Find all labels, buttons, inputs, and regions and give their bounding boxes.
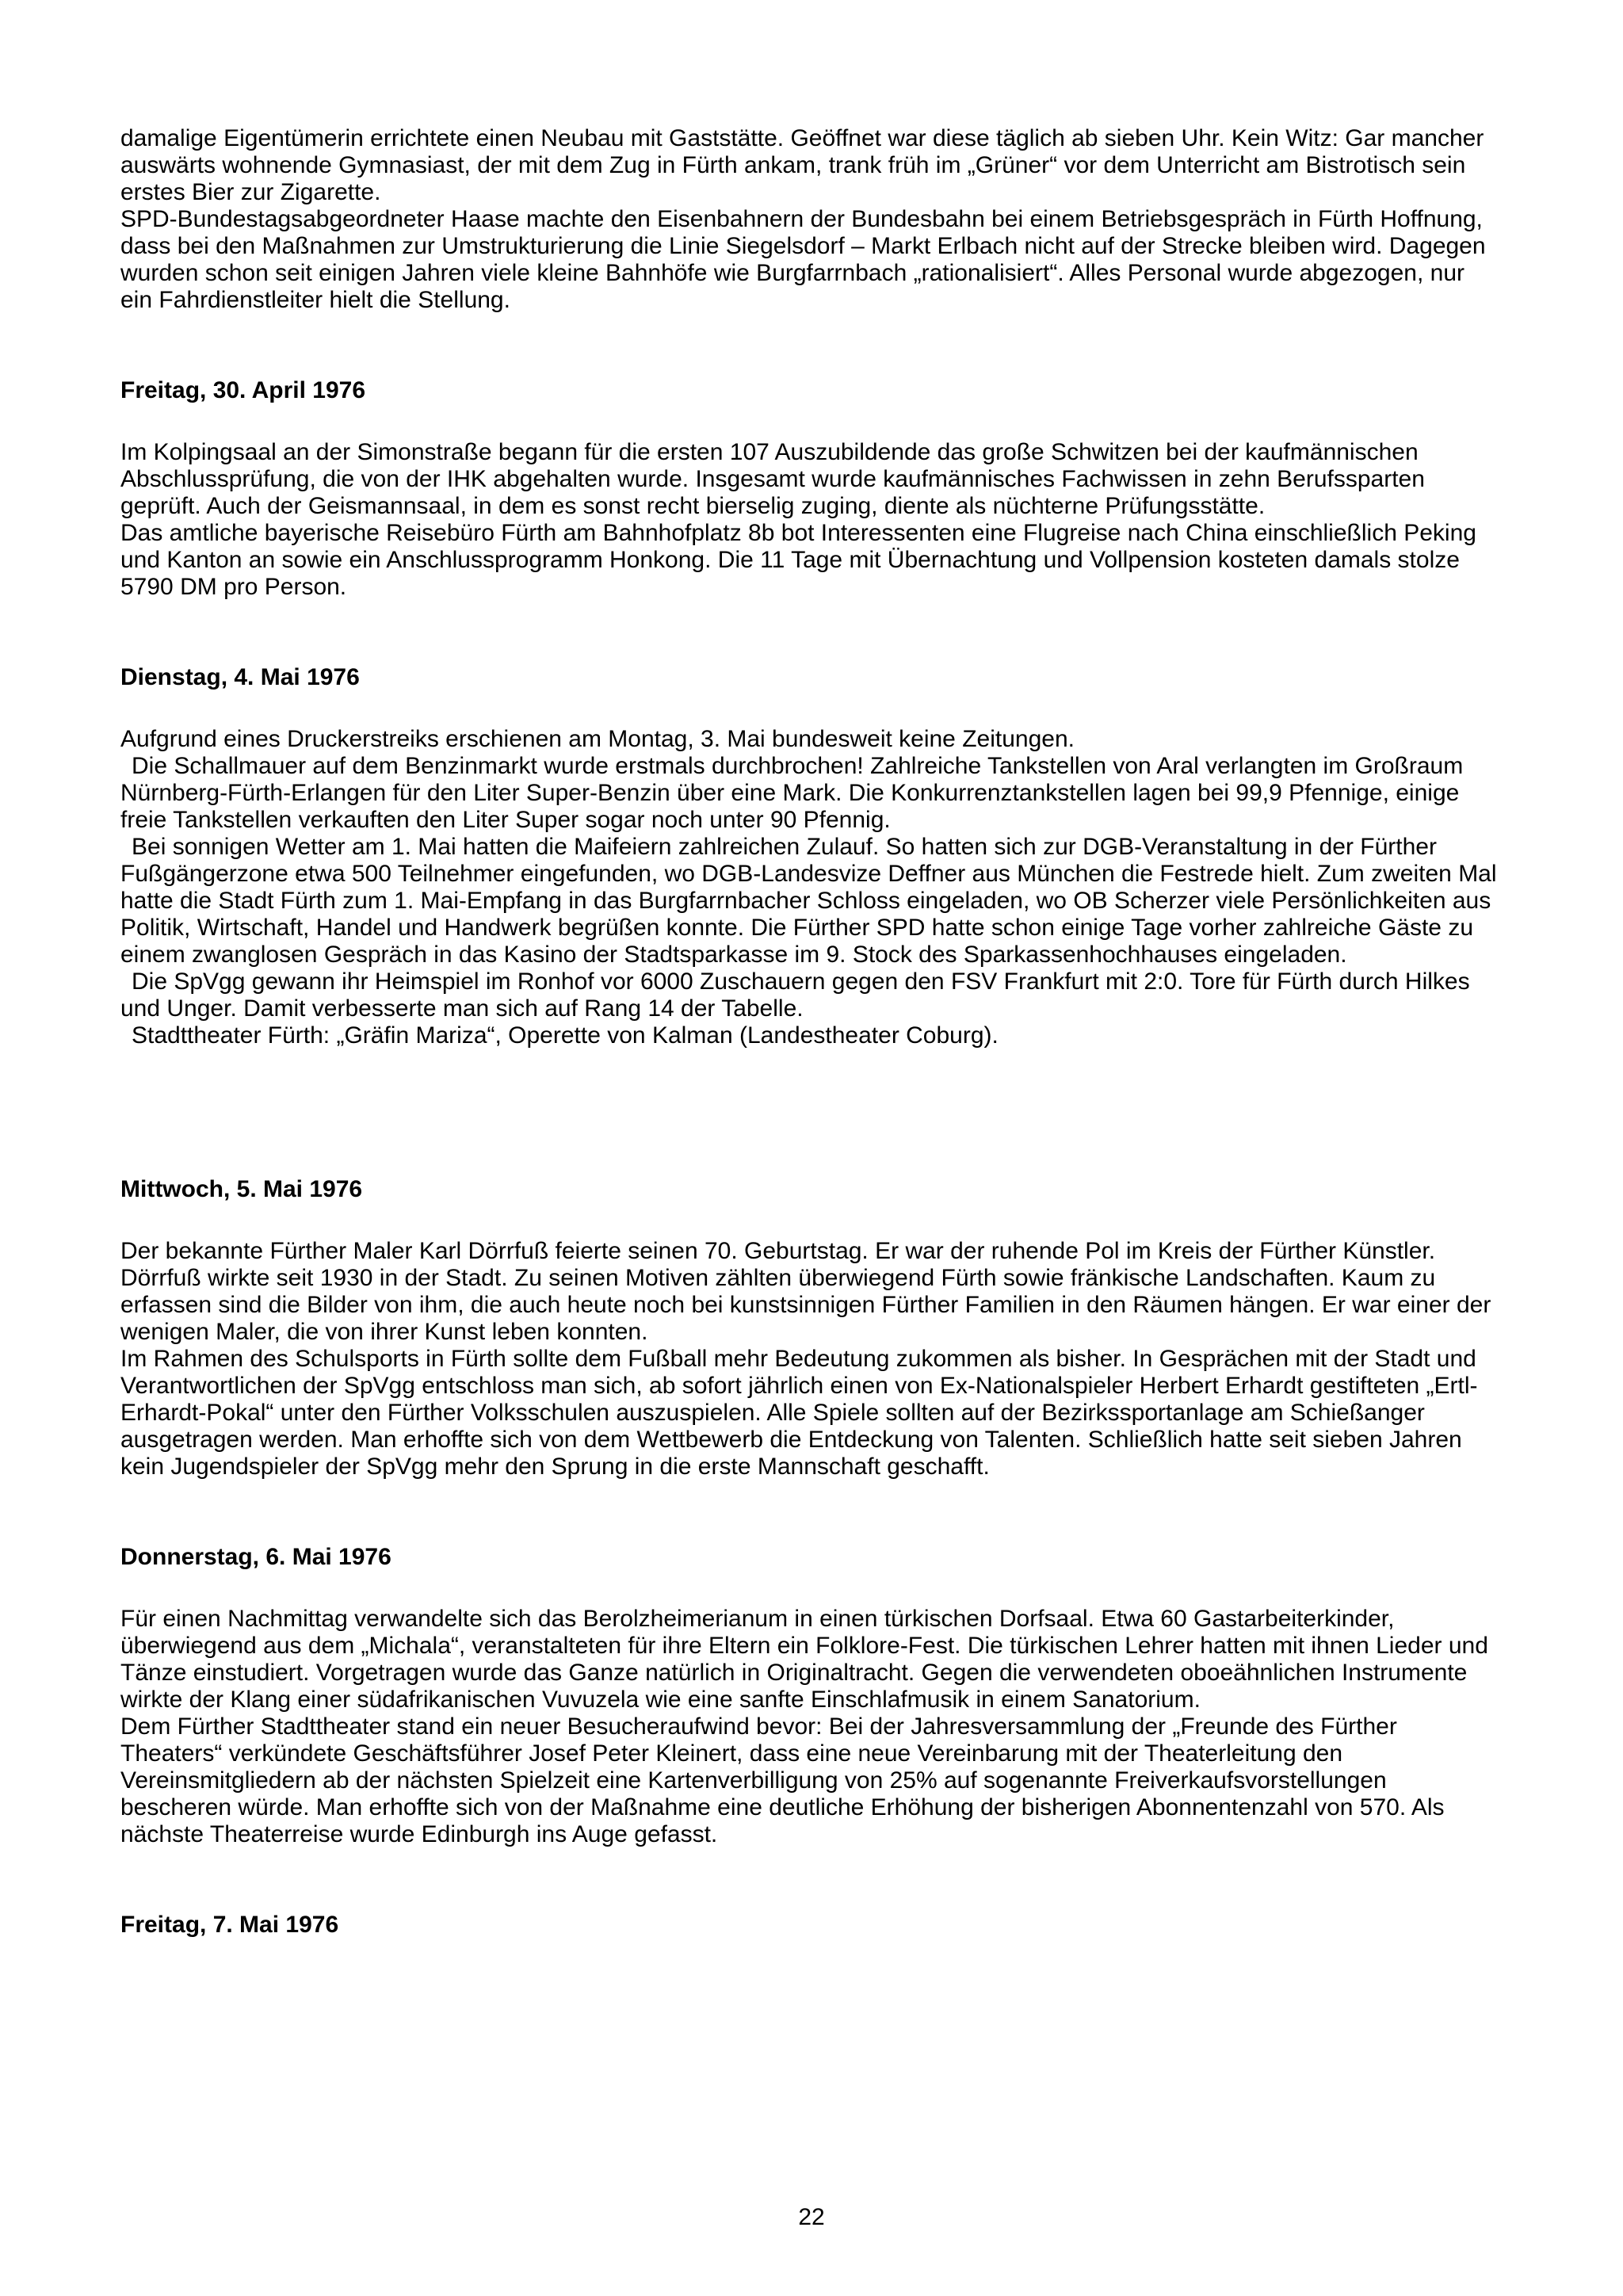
paragraph: Aufgrund eines Druckerstreiks erschienen am Montag, 3. Mai bundesweit keine Zeitungen.: [120, 726, 1075, 752]
paragraph: damalige Eigentümerin errichtete einen Neubau mit Gaststätte. Geöffnet war diese täglich ab sieben Uhr. Kein Witz: Gar mancher auswärts wohnende Gymnasiast, der mit dem Zug in Fürth ankam, trank früh im „Grüner“ vor dem Unterricht am Bistrotisch sein erstes Bier zur Zigarette.: [120, 125, 1484, 205]
paragraph: Im Rahmen des Schulsports in Fürth sollte dem Fußball mehr Bedeutung zukommen als bisher. In Gesprächen mit der Stadt und Verantwortlichen der SpVgg entschloss man sich, ab sofort jährlich einen von Ex-Nationalspieler Herbert Erhardt gestifteten „Ertl-Erhardt-Pokal“ unter den Fürther Volksschulen auszuspielen. Alle Spiele sollten auf der Bezirkssportanlage am Schießanger ausgetragen werden. Man erhoffte sich von dem Wettbewerb die Entdeckung von Talenten. Schließlich hatte seit sieben Jahren kein Jugendspieler der SpVgg mehr den Sprung in die erste Mannschaft geschafft.: [120, 1346, 1478, 1480]
date-heading: Dienstag, 4. Mai 1976: [120, 664, 360, 690]
page-number: 22: [798, 2204, 825, 2230]
paragraph: Der bekannte Fürther Maler Karl Dörrfuß feierte seinen 70. Geburtstag. Er war der ruhende Pol im Kreis der Fürther Künstler. Dörrfuß wirkte seit 1930 in der Stadt. Zu seinen Motiven zählten überwiegend Fürth sowie fränkische Landschaften. Kaum zu erfassen sind die Bilder von ihm, die auch heute noch bei kunstsinnigen Fürther Familien in den Räumen hängen. Er war einer der wenigen Maler, die von ihrer Kunst leben konnten.: [120, 1238, 1491, 1345]
date-heading: Donnerstag, 6. Mai 1976: [120, 1544, 391, 1570]
paragraph: Die Schallmauer auf dem Benzinmarkt wurde erstmals durchbrochen! Zahlreiche Tankstellen von Aral verlangten im Großraum Nürnberg-Fürth-Erlangen für den Liter Super-Benzin über eine Mark. Die Konkurrenztankstellen lagen bei 99,9 Pfennige, einige freie Tankstellen verkauften den Liter Super sogar noch unter 90 Pfennig.: [120, 753, 1464, 833]
paragraph: SPD-Bundestagsabgeordneter Haase machte den Eisenbahnern der Bundesbahn bei einem Betriebsgespräch in Fürth Hoffnung, dass bei den Maßnahmen zur Umstrukturierung die Linie Siegelsdorf – Markt Erlbach nicht auf der Strecke bleiben wird. Dagegen wurden schon seit einigen Jahren viele kleine Bahnhöfe wie Burgfarrnbach „rationalisiert“. Alles Personal wurde abgezogen, nur ein Fahrdienstleiter hielt die Stellung.: [120, 206, 1486, 313]
paragraph: Stadttheater Fürth: „Gräfin Mariza“, Operette von Kalman (Landestheater Coburg).: [132, 1022, 999, 1049]
paragraph: Das amtliche bayerische Reisebüro Fürth am Bahnhofplatz 8b bot Interessenten eine Flugreise nach China einschließlich Peking und Kanton an sowie ein Anschlussprogramm Honkong. Die 11 Tage mit Übernachtung und Vollpension kosteten damals stolze 5790 DM pro Person.: [120, 520, 1476, 600]
paragraph: Die SpVgg gewann ihr Heimspiel im Ronhof vor 6000 Zuschauern gegen den FSV Frankfurt mit 2:0. Tore für Fürth durch Hilkes und Unger. Damit verbesserte man sich auf Rang 14 der Tabelle.: [120, 968, 1470, 1022]
paragraph: Bei sonnigen Wetter am 1. Mai hatten die Maifeiern zahlreichen Zulauf. So hatten sich zur DGB-Veranstaltung in der Fürther Fußgängerzone etwa 500 Teilnehmer eingefunden, wo DGB-Landesvize Deffner aus München die Festrede hielt. Zum zweiten Mal hatte die Stadt Fürth zum 1. Mai-Empfang in das Burgfarrnbacher Schloss eingeladen, wo OB Scherzer viele Persönlichkeiten aus Politik, Wirtschaft, Handel und Handwerk begrüßen konnte. Die Fürther SPD hatte schon einige Tage vorher zahlreiche Gäste zu einem zwanglosen Gespräch in das Kasino der Stadtsparkasse im 9. Stock des Sparkassenhochhauses eingeladen.: [120, 834, 1497, 968]
date-heading: Freitag, 30. April 1976: [120, 377, 366, 403]
date-heading: Freitag, 7. Mai 1976: [120, 1912, 339, 1938]
paragraph: Im Kolpingsaal an der Simonstraße begann für die ersten 107 Auszubildende das große Schwitzen bei der kaufmännischen Abschlussprüfung, die von der IHK abgehalten wurde. Insgesamt wurde kaufmännisches Fachwissen in zehn Berufssparten geprüft. Auch der Geismannsaal, in dem es sonst recht bierselig zuging, diente als nüchterne Prüfungsstätte.: [120, 439, 1425, 519]
paragraph: Dem Fürther Stadttheater stand ein neuer Besucheraufwind bevor: Bei der Jahresversammlung der „Freunde des Fürther Theaters“ verkündete Geschäftsführer Josef Peter Kleinert, dass eine neue Vereinbarung mit der Theaterleitung den Vereinsmitgliedern ab der nächsten Spielzeit eine Kartenverbilligung von 25% auf sogenannte Freiverkaufsvorstellungen bescheren würde. Man erhoffte sich von der Maßnahme eine deutliche Erhöhung der bisherigen Abonnentenzahl von 570. Als nächste Theaterreise wurde Edinburgh ins Auge gefasst.: [120, 1713, 1445, 1847]
paragraph: Für einen Nachmittag verwandelte sich das Berolzheimerianum in einen türkischen Dorfsaal. Etwa 60 Gastarbeiterkinder, überwiegend aus dem „Michala“, veranstalteten für ihre Eltern ein Folklore-Fest. Die türkischen Lehrer hatten mit ihnen Lieder und Tänze einstudiert. Vorgetragen wurde das Ganze natürlich in Originaltracht. Gegen die verwendeten oboeähnlichen Instrumente wirkte der Klang einer südafrikanischen Vuvuzela wie eine sanfte Einschlafmusik in einem Sanatorium.: [120, 1606, 1488, 1713]
date-heading: Mittwoch, 5. Mai 1976: [120, 1176, 363, 1202]
